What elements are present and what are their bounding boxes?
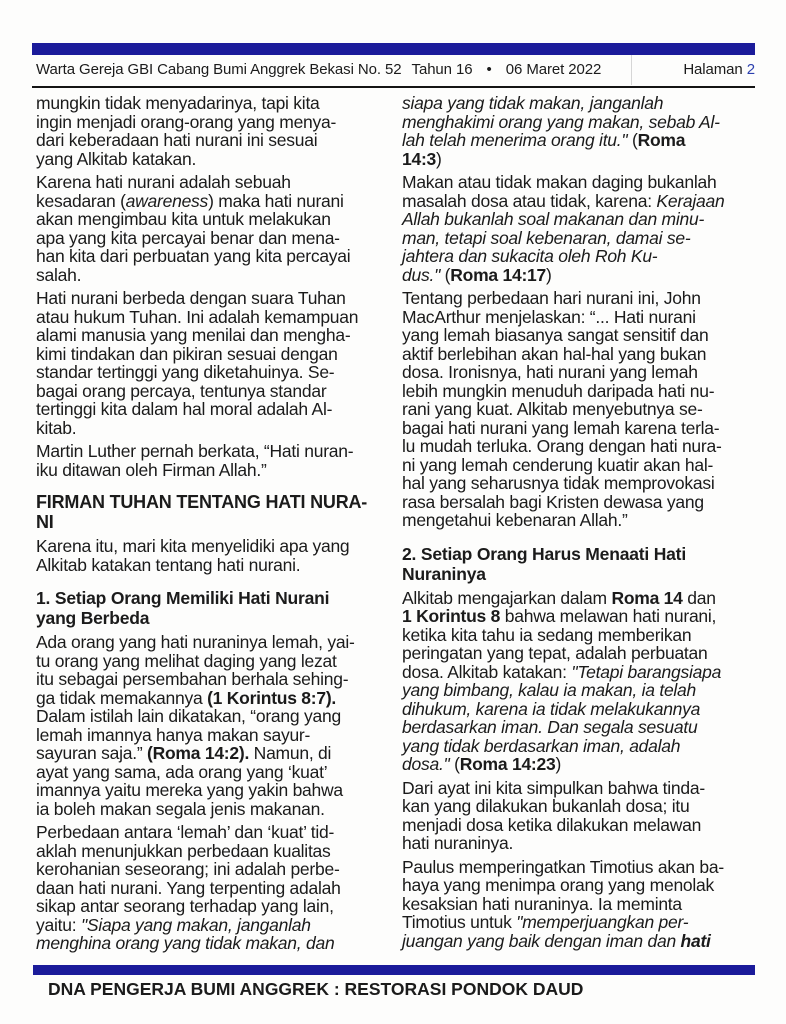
- article-column-right: [402, 94, 756, 955]
- text-line: [402, 681, 756, 700]
- text-run: MacArthur menjelaskan: “... Hati nurani: [402, 306, 696, 327]
- text-line: [36, 823, 388, 842]
- paragraph: [402, 779, 756, 853]
- text-run: Allah bukanlah soal makanan dan minu-: [402, 209, 705, 229]
- text-run: kan yang dilakukan bukanlah dosa; itu: [402, 796, 690, 816]
- text-run: ni yang lemah cenderung kuatir akan hal-: [402, 454, 714, 475]
- text-run: han kita dari perbuatan yang kita percayai: [36, 246, 351, 266]
- text-run: lemah imannya hanya makan sayur-: [36, 724, 311, 745]
- text-run: ketika kita tahu ia sedang memberikan: [402, 624, 692, 645]
- text-line: [36, 345, 388, 364]
- text-line: [36, 916, 388, 935]
- text-run: dosa. Alkitab katakan:: [402, 661, 572, 682]
- paragraph: [402, 173, 756, 284]
- section-heading: [36, 492, 388, 532]
- text-line: [402, 131, 756, 150]
- text-run: apa yang kita percayai benar dan mena-: [36, 227, 340, 248]
- text-line: [36, 689, 388, 708]
- text-line: [36, 842, 388, 861]
- text-line: [402, 663, 756, 682]
- paragraph: [36, 442, 388, 479]
- text-run: haya yang menimpa orang yang menolak: [402, 875, 715, 895]
- text-run: Alkitab katakan tentang hati nurani.: [36, 554, 301, 575]
- text-line: [36, 763, 388, 782]
- text-run: awareness: [125, 190, 209, 211]
- text-run: (: [627, 130, 638, 150]
- text-run: berdasarkan iman. Dan segala sesuatu: [402, 717, 698, 737]
- text-line: [402, 363, 756, 382]
- text-run: yang Alkitab katakan.: [36, 148, 197, 169]
- text-line: [402, 779, 756, 798]
- paragraph: [36, 823, 388, 953]
- text-line: [36, 744, 388, 763]
- text-run: Alkitab mengajarkan dalam: [402, 587, 612, 608]
- text-run: lebih mungkin menuduh daripada hati nu-: [402, 380, 715, 401]
- text-line: [402, 247, 756, 266]
- paragraph: [36, 173, 388, 284]
- paragraph: [402, 289, 756, 530]
- newsletter-title: Warta Gereja GBI Cabang Bumi Anggrek Bekasi No. 52: [36, 61, 402, 78]
- text-run: Perbedaan antara ‘lemah’ dan ‘kuat’ tid-: [36, 822, 335, 842]
- text-line: [402, 718, 756, 737]
- text-line: [402, 797, 756, 816]
- footer-banner: DNA PENGERJA BUMI ANGGREK : RESTORASI PONDOK DAUD: [48, 979, 584, 999]
- text-line: [36, 229, 388, 248]
- text-line: [402, 626, 756, 645]
- text-line: [402, 456, 756, 475]
- text-run: jahtera dan sukacita oleh Roh Ku-: [402, 246, 658, 266]
- text-run: menghina orang yang tidak makan, dan: [36, 933, 335, 953]
- text-line: [36, 934, 388, 953]
- text-run: dus.": [402, 264, 441, 285]
- text-line: [36, 781, 388, 800]
- text-line: [36, 382, 388, 401]
- text-run: Timotius untuk: [402, 912, 517, 932]
- text-run: aklah menunjukkan perbedaan kualitas: [36, 840, 331, 861]
- text-line: [402, 876, 756, 895]
- text-run: lu mudah terluka. Orang dengan hati nura-: [402, 436, 722, 456]
- text-run: mungkin tidak menyadarinya, tapi kita: [36, 93, 320, 113]
- text-line: [36, 192, 388, 211]
- text-run: NI: [36, 512, 54, 532]
- text-run: Nuraninya: [402, 563, 486, 584]
- text-line: [402, 229, 756, 248]
- paragraph: [36, 633, 388, 818]
- text-run: peringatan yang tepat, adalah perbuatan: [402, 643, 708, 663]
- article-column-left: [36, 94, 388, 958]
- text-run: iku ditawan oleh Firman Allah.”: [36, 459, 267, 480]
- header-rule: [32, 86, 755, 88]
- text-run: alami manusia yang menilai dan mengha-: [36, 325, 351, 345]
- text-run: Ada orang yang hati nuraninya lemah, yai-: [36, 632, 355, 652]
- text-line: [36, 556, 388, 575]
- text-line: [402, 400, 756, 419]
- text-line: [402, 816, 756, 835]
- text-line: [36, 652, 388, 671]
- text-line: [402, 589, 756, 608]
- text-line: [402, 544, 756, 564]
- text-run: hati: [680, 930, 711, 951]
- text-line: [36, 150, 388, 169]
- page-header: [36, 61, 755, 78]
- text-run: mengetahui kebenaran Allah.”: [402, 510, 628, 530]
- text-run: yaitu:: [36, 914, 81, 935]
- text-run: FIRMAN TUHAN TENTANG HATI NURA-: [36, 492, 368, 512]
- text-run: Karena hati nurani adalah sebuah: [36, 172, 291, 192]
- text-run: ): [436, 148, 442, 169]
- text-line: [402, 932, 756, 951]
- text-run: dosa.": [402, 754, 450, 774]
- text-line: [36, 113, 388, 132]
- footer-accent-bar: [33, 965, 755, 975]
- text-run: (1 Korintus 8:7).: [207, 687, 337, 708]
- text-run: yang Berbeda: [36, 608, 150, 628]
- text-line: [402, 858, 756, 877]
- text-run: Dalam istilah lain dikatakan, “orang yang: [36, 706, 341, 726]
- issue-number: Tahun 16: [411, 61, 473, 78]
- text-run: menghakimi orang yang makan, sebab Al-: [402, 111, 720, 132]
- text-line: [402, 737, 756, 756]
- text-line: [36, 492, 388, 512]
- text-run: Martin Luther pernah berkata, “Hati nuran-: [36, 441, 354, 461]
- text-line: [36, 419, 388, 438]
- text-run: bahwa melawan hati nurani,: [500, 606, 717, 626]
- text-line: [402, 493, 756, 512]
- text-line: [36, 800, 388, 819]
- text-line: [36, 897, 388, 916]
- text-run: ingin menjadi orang-orang yang menya-: [36, 111, 337, 132]
- text-run: kesadaran (: [36, 190, 126, 211]
- text-line: [36, 266, 388, 285]
- text-line: [36, 670, 388, 689]
- text-line: [402, 289, 756, 308]
- text-line: [402, 173, 756, 192]
- text-run: kimi tindakan dan pikiran sesuai dengan: [36, 343, 338, 364]
- text-line: [402, 755, 756, 774]
- text-line: [402, 266, 756, 285]
- text-run: ga tidak memakannya: [36, 687, 208, 708]
- text-run: lah telah menerima orang itu.": [402, 130, 628, 150]
- text-run: yang lemah biasanya sangat sensitif dan: [402, 325, 709, 345]
- text-run: daan hati nurani. Yang terpenting adalah: [36, 877, 341, 898]
- text-line: [36, 537, 388, 556]
- text-run: juangan yang baik dengan iman dan: [402, 930, 681, 951]
- text-run: Tentang perbedaan hari nurani ini, John: [402, 288, 701, 308]
- text-run: dosa. Ironisnya, hati nurani yang lemah: [402, 362, 698, 382]
- section-heading: [402, 544, 756, 584]
- text-line: [402, 210, 756, 229]
- text-line: [36, 94, 388, 113]
- text-run: siapa yang tidak makan, janganlah: [402, 93, 664, 113]
- text-run: bagai orang percaya, tentunya standar: [36, 380, 327, 401]
- text-line: [402, 192, 756, 211]
- text-run: kesaksian hati nuraninya. Ia meminta: [402, 893, 682, 914]
- text-run: sikap antar seorang terhadap yang lain,: [36, 896, 334, 916]
- paragraph: [36, 94, 388, 168]
- text-run: ): [555, 754, 562, 774]
- text-run: Roma 14:17: [450, 264, 546, 285]
- text-line: [36, 326, 388, 345]
- text-run: Makan atau tidak makan daging bukanlah: [402, 172, 717, 192]
- text-run: Namun, di: [249, 743, 332, 763]
- text-run: Roma: [637, 130, 686, 150]
- text-run: tu orang yang melihat daging yang lezat: [36, 650, 337, 671]
- text-line: [402, 913, 756, 932]
- text-run: aktif berlebihan akan hal-hal yang bukan: [402, 343, 707, 364]
- text-run: ) maka hati nurani: [208, 190, 344, 211]
- issue-date: 06 Maret 2022: [505, 61, 602, 78]
- text-run: itu sebagai persembahan berhala sehing-: [36, 669, 349, 689]
- text-line: [402, 700, 756, 719]
- text-line: [36, 588, 388, 608]
- text-run: imannya yaitu mereka yang yakin bahwa: [36, 780, 343, 800]
- text-line: [36, 707, 388, 726]
- paragraph: [402, 858, 756, 951]
- text-run: menjadi dosa ketika dilakukan melawan: [402, 814, 702, 835]
- page-label: Halaman: [683, 61, 743, 78]
- text-run: Paulus memperingatkan Timotius akan ba-: [402, 856, 724, 877]
- bullet-separator: •: [486, 61, 492, 78]
- top-accent-bar: [32, 43, 755, 55]
- text-run: yang bimbang, kalau ia makan, ia telah: [402, 680, 697, 700]
- text-line: [402, 326, 756, 345]
- text-line: [36, 726, 388, 745]
- text-line: [36, 289, 388, 308]
- paragraph: [402, 94, 756, 168]
- text-run: "memperjuangkan per-: [516, 912, 689, 932]
- text-line: [402, 644, 756, 663]
- text-line: [402, 94, 756, 113]
- text-run: Kerajaan: [656, 190, 725, 211]
- text-line: [36, 363, 388, 382]
- header-cell-divider: [631, 55, 632, 85]
- text-line: [402, 607, 756, 626]
- text-run: dan: [682, 587, 716, 608]
- text-line: [402, 150, 756, 169]
- text-line: [402, 895, 756, 914]
- section-heading: [36, 588, 388, 628]
- text-run: rani yang kuat. Alkitab menyebutnya se-: [402, 399, 703, 419]
- text-run: yang tidak berdasarkan iman, adalah: [402, 735, 681, 756]
- text-run: standar tertinggi yang diketahuinya. Se-: [36, 362, 335, 382]
- text-run: hal yang seharusnya tidak memprovokasi: [402, 473, 715, 493]
- text-line: [402, 474, 756, 493]
- paragraph: [36, 537, 388, 574]
- text-line: [36, 512, 388, 532]
- text-run: Dari ayat ini kita simpulkan bahwa tinda-: [402, 777, 705, 798]
- text-run: kitab.: [36, 417, 77, 438]
- text-line: [402, 345, 756, 364]
- text-line: [402, 564, 756, 584]
- text-run: "Siapa yang makan, janganlah: [80, 914, 311, 935]
- text-run: 14:3: [402, 148, 437, 169]
- text-run: salah.: [36, 264, 82, 285]
- text-line: [402, 437, 756, 456]
- text-line: [402, 834, 756, 853]
- text-line: [402, 419, 756, 438]
- text-run: Roma 14: [611, 587, 683, 608]
- text-run: dari keberadaan hati nurani ini sesuai: [36, 130, 318, 150]
- paragraph: [36, 289, 388, 437]
- text-line: [36, 308, 388, 327]
- text-line: [36, 461, 388, 480]
- text-run: (Roma 14:2).: [147, 743, 250, 763]
- text-line: [36, 879, 388, 898]
- text-run: Karena itu, mari kita menyelidiki apa yang: [36, 536, 350, 556]
- text-run: dihukum, karena ia tidak melakukannya: [402, 698, 701, 719]
- text-line: [36, 247, 388, 266]
- text-run: 1. Setiap Orang Memiliki Hati Nurani: [36, 588, 330, 608]
- text-run: ): [546, 264, 552, 285]
- text-line: [36, 633, 388, 652]
- text-line: [36, 173, 388, 192]
- text-line: [402, 511, 756, 530]
- text-run: bagai hati nurani yang lemah karena terla-: [402, 417, 720, 438]
- text-run: (: [440, 264, 451, 285]
- text-line: [402, 382, 756, 401]
- text-line: [402, 308, 756, 327]
- text-run: "Tetapi barangsiapa: [571, 661, 722, 682]
- text-run: Roma 14:23: [459, 754, 556, 774]
- text-run: 1 Korintus 8: [402, 606, 501, 626]
- text-run: ia boleh makan segala jenis makanan.: [36, 798, 325, 819]
- text-line: [36, 400, 388, 419]
- paragraph: [402, 589, 756, 774]
- text-run: (: [449, 754, 460, 774]
- text-line: [36, 860, 388, 879]
- text-run: akan mengimbau kita untuk melakukan: [36, 209, 331, 229]
- page-number: 2: [746, 61, 755, 78]
- text-run: hati nuraninya.: [402, 833, 514, 853]
- page-number-area: [683, 61, 755, 78]
- text-run: Hati nurani berbeda dengan suara Tuhan: [36, 288, 346, 308]
- text-run: rasa bersalah bagi Kristen dewasa yang: [402, 491, 704, 512]
- text-line: [36, 210, 388, 229]
- text-run: sayuran saja.”: [36, 743, 148, 763]
- text-run: tertinggi kita dalam hal moral adalah Al-: [36, 399, 333, 419]
- text-run: man, tetapi soal kebenaran, damai se-: [402, 227, 691, 248]
- text-run: atau hukum Tuhan. Ini adalah kemampuan: [36, 306, 359, 327]
- text-run: masalah dosa atau tidak, karena:: [402, 190, 657, 211]
- text-run: kerohanian seseorang; ini adalah perbe-: [36, 859, 340, 879]
- text-run: ayat yang sama, ada orang yang ‘kuat’: [36, 761, 328, 782]
- text-run: 2. Setiap Orang Harus Menaati Hati: [402, 543, 686, 564]
- text-line: [36, 442, 388, 461]
- text-line: [36, 131, 388, 150]
- text-line: [36, 608, 388, 628]
- text-line: [402, 113, 756, 132]
- newsletter-masthead: [36, 61, 601, 78]
